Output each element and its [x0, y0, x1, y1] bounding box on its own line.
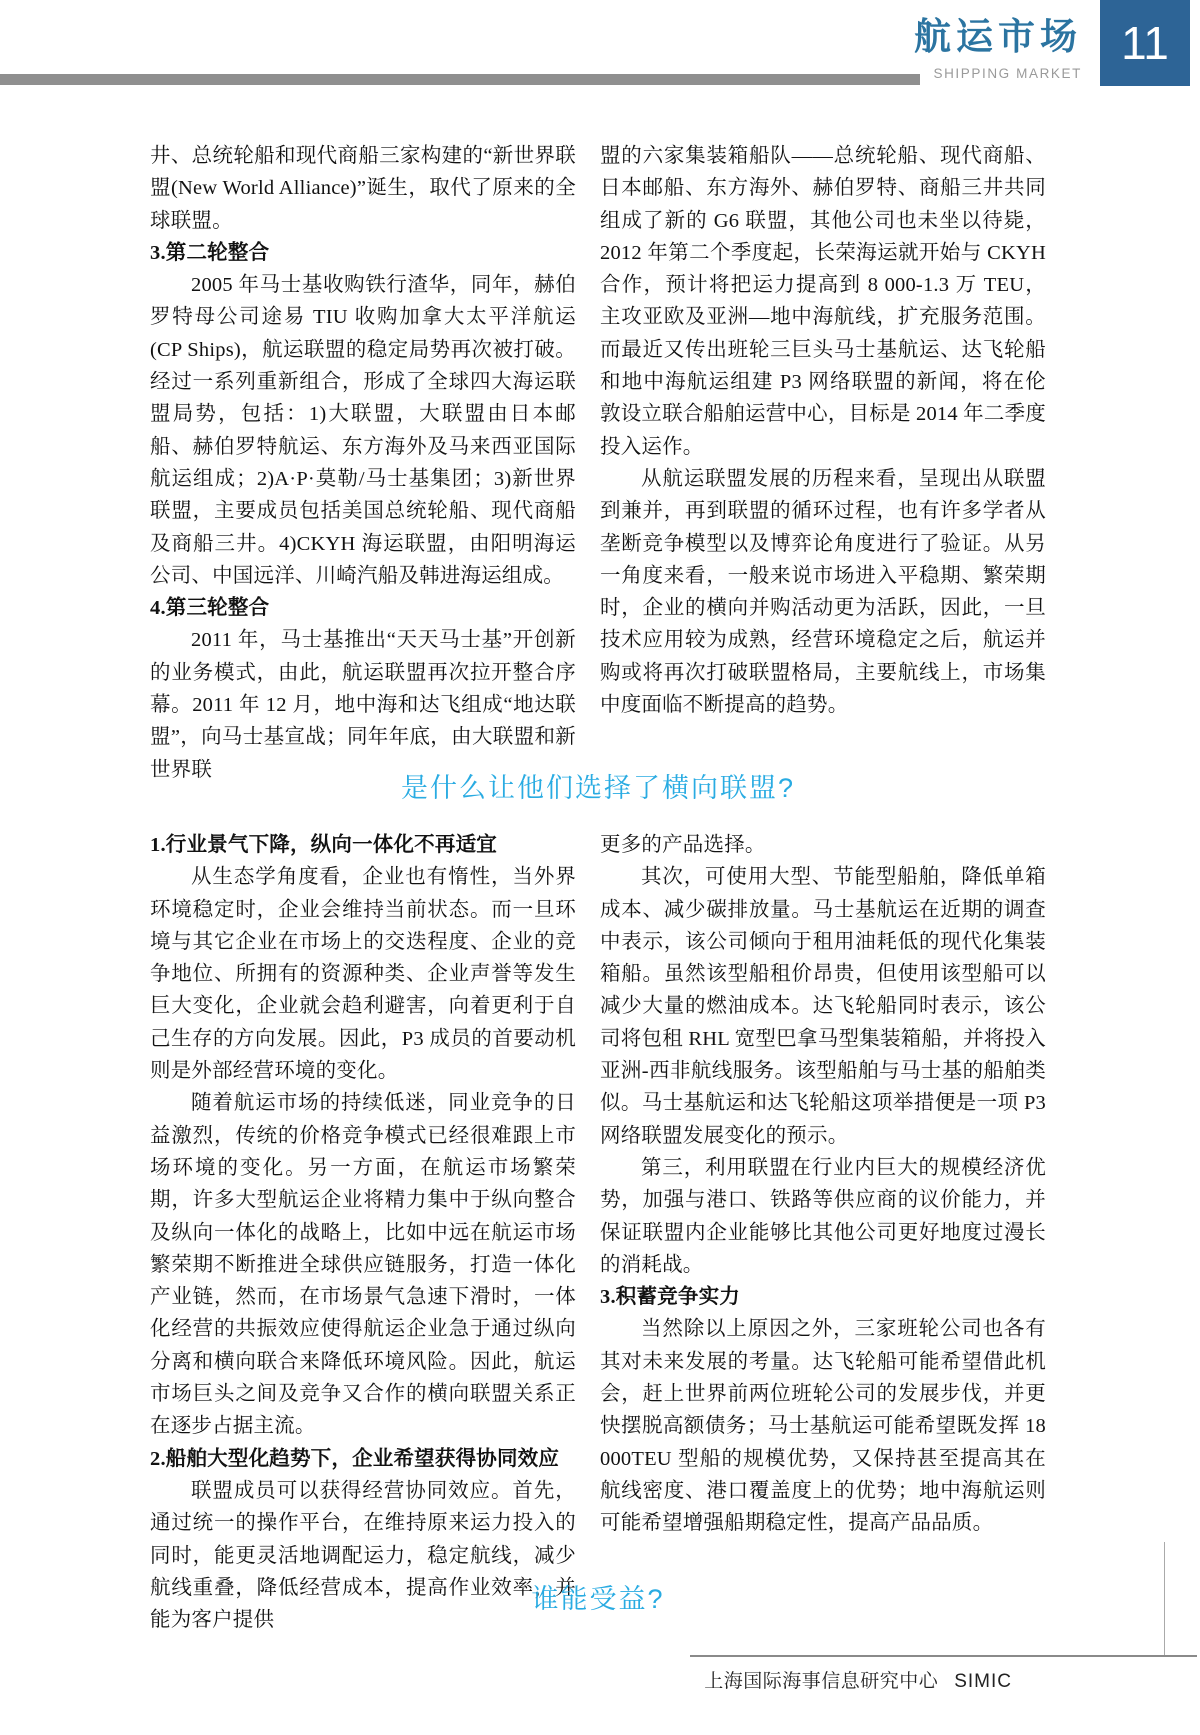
paragraph: 从航运联盟发展的历程来看，呈现出从联盟到兼并，再到联盟的循环过程，也有许多学者从垄断竞争模型以及博弈论角度进行了验证。从另一角度来看，一般来说市场进入平稳期、繁荣期时，企业的横向并购活动更为活跃，因此，一旦技术应用较为成熟，经营环境稳定之后，航运并购或将再次打破联盟格局，主要航线上，市场集中度面临不断提高的趋势。 — [600, 467, 1046, 717]
paragraph: 随着航运市场的持续低迷，同业竞争的日益激烈，传统的价格竞争模式已经很难跟上市场环境的变化。另一方面，在航运市场繁荣期，许多大型航运企业将精力集中于纵向整合及纵向一体化的战略上，比如中远在航运市场繁荣期不断推进全球供应链服务，打造一体化产业链，然而，在市场景气急速下滑时，一体化经营的共振效应使得航运企业急于通过纵向分离和横向联合来降低环境风险。因此，航运市场巨头之间及竞争又合作的横向联盟关系正在逐步占据主流。 — [150, 1092, 576, 1438]
bottom-section-heading: 谁能受益? — [531, 1584, 665, 1614]
paragraph: 从生态学角度看，企业也有惰性，当外界环境稳定时，企业会维持当前状态。而一旦环境与其它企业在市场上的交迭程度、企业的竞争地位、所拥有的资源种类、企业声誉等发生巨大变化，企业就会趋利避害，向着更利于自己生存的方向发展。因此，P3 成员的首要动机则是外部经营环境的变化。 — [150, 866, 576, 1083]
sub-heading: 1.行业景气下降，纵向一体化不再适宜 — [150, 834, 497, 856]
column-right — [600, 140, 1046, 786]
paragraph: 更多的产品选择。 — [600, 834, 766, 856]
section-title-chinese: 航运市场 — [914, 16, 1082, 57]
sub-heading: 3.积蓄竞争实力 — [600, 1286, 740, 1309]
paragraph: 盟的六家集装箱船队——总统轮船、现代商船、日本邮船、东方海外、赫伯罗特、商船三井共同组成了新的 G6 联盟，其他公司也未坐以待毙，2012 年第二个季度起，长荣海运就开始与 CKYH 合作，预计将把运力提高到 8 000-1.3 万 TEU，主攻亚欧及亚洲—地中海航线，扩充服务范围。而最近又传出班轮三巨头马士基航运、达飞轮船和地中海航运组建 P3 网络联盟的新闻，将在伦敦设立联合船舶运营中心，目标是 2014 年二季度投入运作。 — [600, 145, 1046, 458]
paragraph: 井、总统轮船和现代商船三家构建的“新世界联盟(New World Alliance)”诞生，取代了原来的全球联盟。 — [150, 145, 576, 232]
paragraph: 其次，可使用大型、节能型船舶，降低单箱成本、减少碳排放量。马士基航运在近期的调查中表示，该公司倾向于租用油耗低的现代化集装箱船。虽然该型船租价昂贵，但使用该型船可以减少大量的燃油成本。达飞轮船同时表示，该公司将包租 RHL 宽型巴拿马型集装箱船，并将投入亚洲-西非航线服务。该型船舶与马士基的船舶类似。马士基航运和达飞轮船这项举措便是一项 P3 网络联盟发展变化的预示。 — [600, 866, 1046, 1147]
paragraph: 当然除以上原因之外，三家班轮公司也各有其对未来发展的考量。达飞轮船可能希望借此机会，赶上世界前两位班轮公司的发展步伐，并更快摆脱高额债务；马士基航运可能希望既发挥 18 000TEU 型船的规模优势，又保持甚至提高其在航线密度、港口覆盖度上的优势；地中海航运则可能希望增强船期稳定性，提高产品品质。 — [600, 1318, 1046, 1535]
column-left — [150, 140, 576, 786]
sub-heading: 2.船舶大型化趋势下，企业希望获得协同效应 — [150, 1447, 560, 1470]
sub-heading: 4.第三轮整合 — [150, 597, 270, 620]
footer — [704, 1666, 1012, 1693]
article-columns-bottom — [150, 829, 1046, 1636]
footer-vertical-rule — [1164, 1542, 1165, 1655]
footer-org-name: 上海国际海事信息研究中心 — [704, 1671, 939, 1692]
paragraph: 联盟成员可以获得经营协同效应。首先，通过统一的操作平台，在维持原来运力投入的同时，能更灵活地调配运力，稳定航线，减少航线重叠，降低经营成本，提高作业效率，并能为客户提供 — [150, 1479, 576, 1632]
sub-heading: 3.第二轮整合 — [150, 241, 270, 264]
paragraph: 2011 年，马士基推出“天天马士基”开创新的业务模式，由此，航运联盟再次拉开整合序幕。2011 年 12 月，地中海和达飞组成“地达联盟”，向马士基宣战；同年年底，由大联盟和新世界联 — [150, 629, 576, 781]
footer-org-abbr: SIMIC — [954, 1671, 1012, 1692]
footer-rule — [690, 1655, 1197, 1657]
section-title-english: SHIPPING MARKET — [933, 66, 1082, 81]
page-number-badge — [1100, 0, 1190, 86]
paragraph: 第三，利用联盟在行业内巨大的规模经济优势，加强与港口、铁路等供应商的议价能力，并保证联盟内企业能够比其他公司更好地度过漫长的消耗战。 — [600, 1156, 1046, 1276]
paragraph: 2005 年马士基收购铁行渣华，同年，赫伯罗特母公司途易 TIU 收购加拿大太平洋航运(CP Ships)，航运联盟的稳定局势再次被打破。经过一系列重新组合，形成了全球四大海运联盟局势，包括：1)大联盟，大联盟由日本邮船、赫伯罗特航运、东方海外及马来西亚国际航运组成；2)A·P·莫勒/马士基集团；3)新世界联盟，主要成员包括美国总统轮船、现代商船及商船三井。4)CKYH 海运联盟，由阳明海运公司、中国远洋、川崎汽船及韩进海运组成。 — [150, 274, 576, 587]
article-columns-top — [150, 140, 1046, 786]
mid-section-heading: 是什么让他们选择了横向联盟? — [400, 773, 795, 803]
column-left — [150, 829, 576, 1636]
header-rule-bar — [0, 74, 920, 85]
page-number: 11 — [1121, 17, 1169, 69]
column-right — [600, 829, 1046, 1636]
